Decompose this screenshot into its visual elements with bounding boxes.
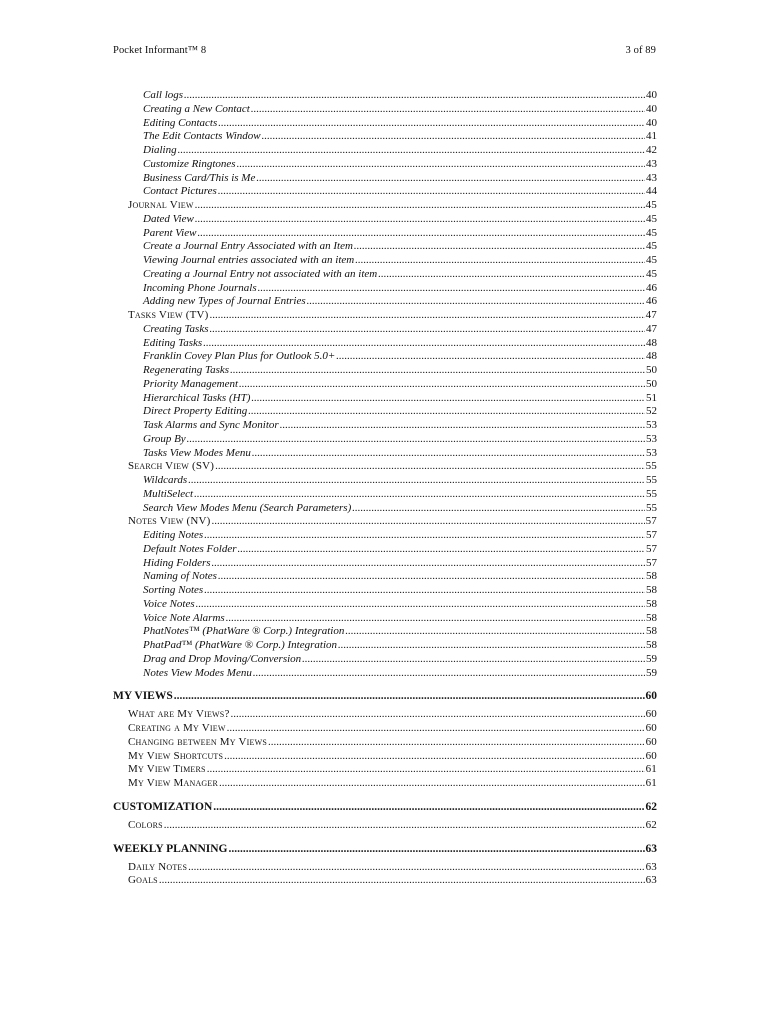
toc-entry-title: Voice Notes: [143, 597, 195, 610]
toc-entry-page: 52: [646, 405, 657, 418]
toc-entry-page: 40: [646, 102, 657, 115]
toc-entry-title: Sorting Notes: [143, 584, 204, 596]
toc-entry[interactable]: [113, 653, 657, 667]
toc-entry[interactable]: [113, 447, 657, 461]
toc-entry-title: Hierarchical Tasks (HT): [143, 391, 251, 404]
toc-entry-title: My View Timers: [128, 763, 206, 776]
toc-entry-title: Customize Ringtones: [143, 157, 236, 170]
dot-leader: [237, 158, 645, 172]
toc-entry-page: 60: [645, 690, 657, 703]
toc-entry-title: Hiding Folders: [143, 556, 211, 569]
toc-entry-page: 55: [646, 474, 657, 486]
toc-entry[interactable]: [113, 625, 657, 639]
dot-leader: [229, 839, 645, 859]
toc-entry-page: 57: [645, 515, 657, 528]
dot-leader: [224, 750, 644, 764]
toc-entry-title: Priority Management: [143, 377, 239, 390]
toc-entry[interactable]: [113, 839, 657, 859]
toc-entry[interactable]: [113, 612, 657, 626]
dot-leader: [352, 502, 645, 516]
toc-entry-page: 48: [646, 336, 657, 349]
toc-entry-page: 58: [646, 584, 657, 596]
toc-entry-title: Incoming Phone Journals: [143, 281, 257, 294]
toc-entry-title: Creating Tasks: [143, 322, 209, 335]
toc-entry-title: Regenerating Tasks: [143, 364, 230, 376]
toc-entry[interactable]: [113, 570, 657, 584]
toc-entry-title: Franklin Covey Plan Plus for Outlook 5.0+: [143, 350, 336, 363]
toc-entry-title: WEEKLY PLANNING: [113, 842, 228, 855]
toc-entry[interactable]: [113, 502, 657, 516]
dot-leader: [280, 419, 645, 433]
toc-entry[interactable]: [113, 295, 657, 309]
toc-entry-page: 60: [645, 708, 657, 721]
toc-entry-page: 57: [646, 542, 657, 555]
toc-entry-title: MY VIEWS: [113, 690, 173, 703]
dot-leader: [215, 460, 644, 474]
toc-entry-page: 41: [646, 130, 657, 143]
toc-entry-title: Adding new Types of Journal Entries: [143, 295, 306, 308]
toc-entry[interactable]: [113, 474, 657, 488]
dot-leader: [231, 708, 645, 722]
toc-entry[interactable]: [113, 240, 657, 254]
toc-entry-title: Drag and Drop Moving/Conversion: [143, 652, 302, 665]
toc-entry-title: The Edit Contacts Window: [143, 130, 261, 143]
toc-entry[interactable]: [113, 254, 657, 268]
toc-entry-page: 59: [646, 666, 657, 679]
dot-leader: [218, 117, 645, 131]
dot-leader: [203, 337, 645, 351]
toc-entry-title: Journal View: [128, 199, 194, 211]
toc-entry[interactable]: [113, 433, 657, 447]
toc-entry-page: 40: [646, 89, 657, 101]
toc-entry-title: Create a Journal Entry Associated with an Item: [143, 240, 353, 253]
toc-entry-title: Task Alarms and Sync Monitor: [143, 419, 279, 431]
page-number: 3 of 89: [625, 45, 656, 56]
dot-leader: [256, 172, 645, 186]
toc-entry-title: Tasks View (TV): [128, 309, 209, 321]
toc-entry-page: 46: [646, 281, 657, 294]
toc-entry-page: 55: [645, 460, 657, 473]
dot-leader: [253, 667, 645, 681]
dot-leader: [184, 89, 645, 103]
toc-entry-page: 58: [646, 570, 657, 583]
toc-entry[interactable]: [113, 777, 657, 791]
dot-leader: [252, 447, 645, 461]
dot-leader: [238, 543, 646, 557]
toc-entry[interactable]: [113, 172, 657, 186]
toc-entry-page: 53: [646, 432, 657, 445]
toc-entry-page: 45: [645, 199, 657, 211]
toc-entry-title: Daily Notes: [128, 860, 188, 873]
table-of-contents: [113, 89, 657, 888]
dot-leader: [302, 653, 645, 667]
toc-entry-page: 59: [646, 652, 657, 665]
toc-entry-page: 47: [646, 322, 657, 335]
dot-leader: [230, 364, 645, 378]
toc-entry[interactable]: [113, 337, 657, 351]
toc-entry-page: 63: [645, 842, 657, 855]
toc-entry-title: What are My Views?: [128, 708, 230, 721]
toc-entry[interactable]: [113, 89, 657, 103]
toc-entry[interactable]: [113, 130, 657, 144]
dot-leader: [338, 639, 645, 653]
dot-leader: [226, 612, 645, 626]
dot-leader: [159, 874, 645, 888]
toc-entry[interactable]: [113, 736, 657, 750]
toc-entry-page: 45: [646, 254, 657, 266]
toc-entry-page: 53: [646, 419, 657, 431]
toc-entry-title: Direct Property Editing: [143, 405, 248, 418]
toc-entry[interactable]: [113, 874, 657, 888]
toc-entry-page: 50: [646, 364, 657, 376]
toc-entry-page: 40: [646, 116, 657, 129]
toc-entry-title: Creating a My View: [128, 722, 226, 734]
toc-entry-page: 45: [646, 240, 657, 253]
toc-entry-page: 47: [645, 309, 657, 321]
toc-entry-title: Group By: [143, 432, 186, 445]
dot-leader: [187, 433, 645, 447]
toc-entry[interactable]: [113, 268, 657, 282]
dot-leader: [174, 686, 645, 706]
toc-entry[interactable]: [113, 488, 657, 502]
toc-entry-title: Search View Modes Menu (Search Parameters): [143, 501, 352, 514]
toc-entry-title: Editing Tasks: [143, 336, 203, 349]
toc-entry[interactable]: [113, 323, 657, 337]
dot-leader: [197, 227, 645, 241]
toc-entry[interactable]: [113, 227, 657, 241]
toc-entry-page: 45: [646, 267, 657, 280]
toc-entry[interactable]: [113, 557, 657, 571]
toc-entry[interactable]: [113, 686, 657, 706]
toc-entry-page: 46: [646, 295, 657, 308]
dot-leader: [227, 722, 645, 736]
toc-entry[interactable]: [113, 392, 657, 406]
dot-leader: [212, 515, 645, 529]
toc-entry-page: 62: [645, 800, 657, 813]
dot-leader: [164, 819, 645, 833]
dot-leader: [248, 405, 645, 419]
dot-leader: [354, 240, 645, 254]
toc-entry-page: 63: [645, 874, 657, 887]
toc-entry[interactable]: [113, 405, 657, 419]
toc-entry-title: Viewing Journal entries associated with an item: [143, 254, 355, 266]
toc-entry-title: Default Notes Folder: [143, 542, 237, 555]
toc-entry[interactable]: [113, 460, 657, 474]
dot-leader: [188, 861, 644, 875]
toc-entry-title: Dated View: [143, 212, 194, 225]
toc-entry-page: 57: [646, 529, 657, 541]
dot-leader: [204, 584, 645, 598]
toc-entry-page: 58: [646, 611, 657, 624]
dot-leader: [307, 295, 645, 309]
dot-leader: [210, 323, 645, 337]
toc-entry[interactable]: [113, 309, 657, 323]
toc-entry-page: 61: [645, 777, 657, 789]
dot-leader: [355, 254, 645, 268]
dot-leader: [268, 736, 645, 750]
toc-entry[interactable]: [113, 750, 657, 764]
toc-entry[interactable]: [113, 282, 657, 296]
toc-entry-title: Parent View: [143, 226, 197, 239]
dot-leader: [378, 268, 645, 282]
toc-entry-title: Dialing: [143, 144, 177, 156]
toc-entry-title: Search View (SV): [128, 460, 215, 473]
toc-entry[interactable]: [113, 708, 657, 722]
toc-entry[interactable]: [113, 158, 657, 172]
toc-entry[interactable]: [113, 515, 657, 529]
toc-entry-page: 61: [645, 763, 657, 776]
dot-leader: [210, 309, 645, 323]
dot-leader: [218, 570, 645, 584]
toc-entry-title: Editing Notes: [143, 529, 204, 541]
toc-entry-page: 45: [646, 226, 657, 239]
toc-entry-title: Wildcards: [143, 474, 188, 486]
toc-entry[interactable]: [113, 378, 657, 392]
toc-entry-title: Editing Contacts: [143, 116, 218, 129]
toc-entry-page: 53: [646, 446, 657, 459]
dot-leader: [213, 797, 644, 817]
toc-entry[interactable]: [113, 543, 657, 557]
dot-leader: [196, 598, 645, 612]
toc-entry-page: 44: [646, 185, 657, 198]
toc-entry[interactable]: [113, 350, 657, 364]
toc-entry-title: Business Card/This is Me: [143, 171, 256, 184]
dot-leader: [218, 185, 645, 199]
toc-entry-title: Goals: [128, 874, 158, 887]
dot-leader: [178, 144, 645, 158]
toc-entry-title: PhatNotes™ (PhatWare ® Corp.) Integration: [143, 625, 345, 638]
toc-entry-page: 48: [646, 350, 657, 363]
toc-entry-page: 50: [646, 377, 657, 390]
toc-entry-page: 42: [646, 144, 657, 156]
toc-entry-page: 55: [646, 501, 657, 514]
dot-leader: [195, 199, 645, 213]
toc-entry-page: 58: [646, 639, 657, 651]
toc-entry-page: 60: [645, 722, 657, 734]
toc-entry-title: Notes View (NV): [128, 515, 211, 528]
toc-entry[interactable]: [113, 722, 657, 736]
toc-entry-page: 62: [645, 818, 657, 831]
document-title: Pocket Informant™ 8: [113, 45, 207, 56]
toc-entry-page: 43: [646, 157, 657, 170]
toc-entry[interactable]: [113, 639, 657, 653]
toc-entry-page: 43: [646, 171, 657, 184]
toc-entry[interactable]: [113, 213, 657, 227]
dot-leader: [258, 282, 645, 296]
dot-leader: [207, 763, 645, 777]
toc-entry[interactable]: [113, 584, 657, 598]
toc-entry-page: 55: [646, 487, 657, 500]
dot-leader: [251, 392, 645, 406]
toc-entry[interactable]: [113, 598, 657, 612]
toc-entry-page: 63: [645, 860, 657, 873]
toc-entry-page: 58: [646, 597, 657, 610]
toc-entry-title: Changing between My Views: [128, 735, 267, 748]
toc-entry-title: Naming of Notes: [143, 570, 217, 583]
toc-entry-page: 45: [646, 212, 657, 225]
toc-entry[interactable]: [113, 797, 657, 817]
toc-entry[interactable]: [113, 763, 657, 777]
dot-leader: [188, 474, 645, 488]
toc-entry-title: My View Manager: [128, 777, 219, 789]
toc-entry[interactable]: [113, 364, 657, 378]
dot-leader: [219, 777, 645, 791]
toc-entry-title: Colors: [128, 818, 163, 831]
toc-entry[interactable]: [113, 199, 657, 213]
toc-entry-page: 58: [646, 625, 657, 638]
toc-entry-title: Call logs: [143, 89, 184, 101]
toc-entry[interactable]: [113, 419, 657, 433]
toc-entry-page: 60: [645, 749, 657, 762]
toc-entry-title: My View Shortcuts: [128, 749, 224, 762]
toc-entry-page: 57: [646, 556, 657, 569]
toc-entry-page: 60: [645, 735, 657, 748]
dot-leader: [336, 350, 645, 364]
dot-leader: [194, 488, 645, 502]
toc-entry[interactable]: [113, 667, 657, 681]
toc-entry-title: Contact Pictures: [143, 185, 217, 198]
dot-leader: [212, 557, 645, 571]
dot-leader: [195, 213, 645, 227]
toc-entry-title: CUSTOMIZATION: [113, 800, 213, 813]
dot-leader: [262, 130, 645, 144]
toc-entry-title: MultiSelect: [143, 487, 194, 500]
toc-entry[interactable]: [113, 117, 657, 131]
toc-entry-title: Notes View Modes Menu: [143, 666, 252, 679]
toc-entry-title: Creating a New Contact: [143, 102, 250, 115]
toc-entry-title: Tasks View Modes Menu: [143, 446, 251, 459]
dot-leader: [204, 529, 645, 543]
toc-entry[interactable]: [113, 819, 657, 833]
toc-entry-title: Voice Note Alarms: [143, 611, 225, 624]
dot-leader: [251, 103, 645, 117]
toc-entry[interactable]: [113, 529, 657, 543]
toc-entry[interactable]: [113, 144, 657, 158]
toc-entry[interactable]: [113, 103, 657, 117]
toc-entry[interactable]: [113, 185, 657, 199]
toc-entry-title: PhatPad™ (PhatWare ® Corp.) Integration: [143, 639, 338, 651]
toc-entry-title: Creating a Journal Entry not associated with an item: [143, 267, 378, 280]
dot-leader: [239, 378, 645, 392]
toc-entry[interactable]: [113, 861, 657, 875]
toc-entry-page: 51: [646, 391, 657, 404]
dot-leader: [345, 625, 645, 639]
